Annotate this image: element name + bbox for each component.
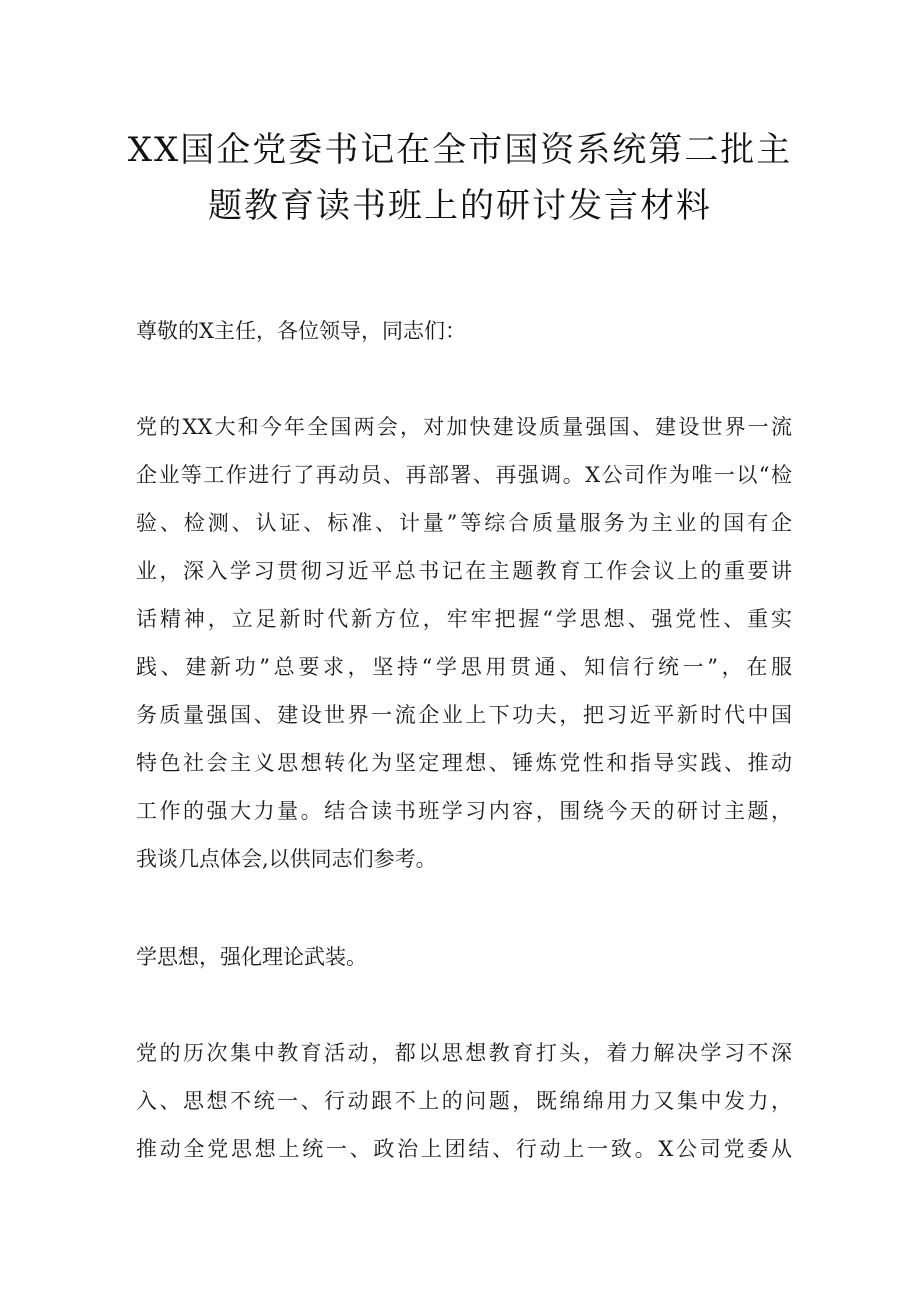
paragraph-1-line: 话精神，立足新时代新方位，牢牢把握“学思想、强党性、重实 xyxy=(136,607,792,631)
paragraph-1-line: 工作的强大力量。结合读书班学习内容，围绕今天的研讨主题， xyxy=(136,799,792,823)
paragraph-1-line: 我谈几点体会,以供同志们参考。 xyxy=(136,847,437,871)
section-heading xyxy=(136,933,792,981)
document-title xyxy=(120,122,800,234)
title-line-2: 题教育读书班上的研讨发言材料 xyxy=(208,186,712,226)
paragraph-1-line: 企业等工作进行了再动员、再部署、再强调。X公司作为唯一以“检 xyxy=(136,463,792,487)
title-line-1: XX国企党委书记在全市国资系统第二批主 xyxy=(127,130,793,170)
paragraph-2-line: 党的历次集中教育活动，都以思想教育打头，着力解决学习不深 xyxy=(136,1041,792,1065)
paragraph-1-line: 验、检测、认证、标准、计量”等综合质量服务为主业的国有企 xyxy=(136,511,792,535)
paragraph-1-line: 特色社会主义思想转化为坚定理想、锤炼党性和指导实践、推动 xyxy=(136,751,792,775)
paragraph-1-line: 践、建新功”总要求，坚持“学思用贯通、知信行统一”，在服 xyxy=(136,655,792,679)
salutation-text: 尊敬的X主任，各位领导，同志们： xyxy=(136,319,466,343)
paragraph-1-line: 业，深入学习贯彻习近平总书记在主题教育工作会议上的重要讲 xyxy=(136,559,792,583)
paragraph-1-line: 务质量强国、建设世界一流企业上下功夫，把习近平新时代中国 xyxy=(136,703,792,727)
paragraph-1-line: 党的XX大和今年全国两会，对加快建设质量强国、建设世界一流 xyxy=(136,415,792,439)
section-heading-text: 学思想，强化理论武装。 xyxy=(136,945,367,969)
salutation xyxy=(136,307,792,355)
paragraph-1 xyxy=(136,403,792,883)
paragraph-2 xyxy=(136,1029,792,1173)
paragraph-2-line: 推动全党思想上统一、政治上团结、行动上一致。X公司党委从 xyxy=(136,1137,792,1161)
paragraph-2-line: 入、思想不统一、行动跟不上的问题，既绵绵用力又集中发力， xyxy=(136,1089,792,1113)
